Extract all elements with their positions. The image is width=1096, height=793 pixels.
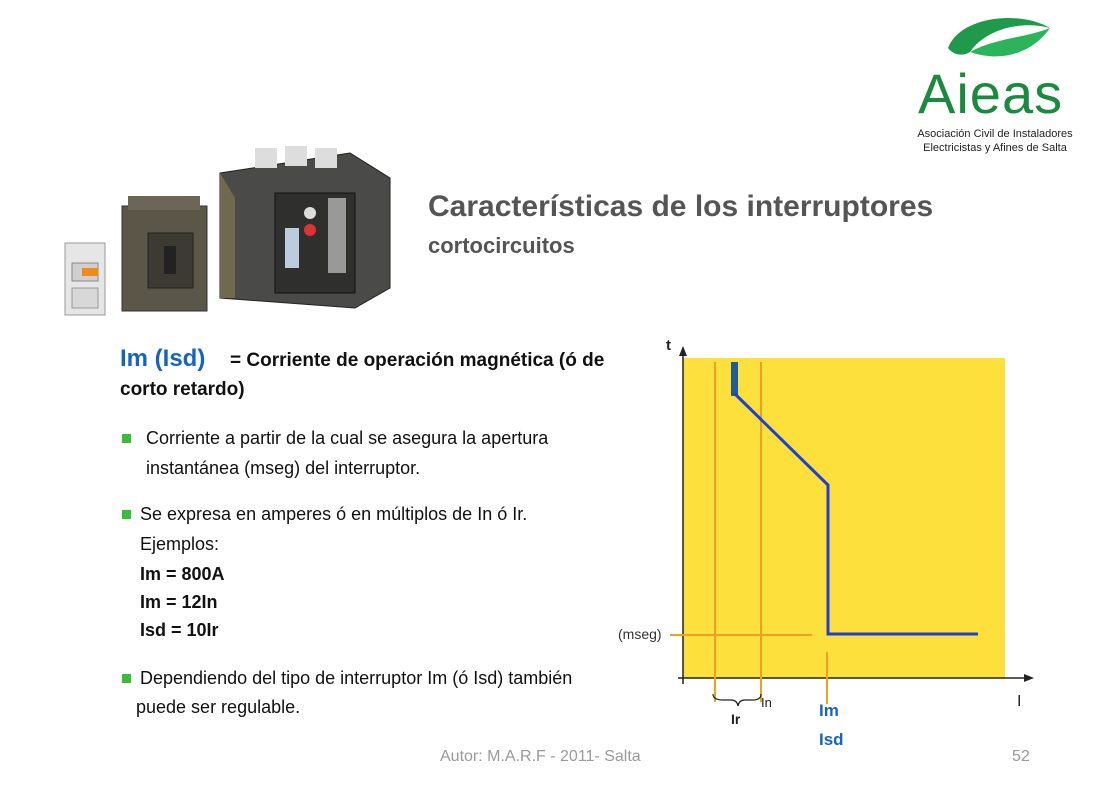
- plot-area: [683, 358, 1005, 678]
- modular-breaker-icon: [65, 243, 105, 315]
- logo-line-1: Asociación Civil de Instaladores: [917, 128, 1073, 140]
- y-axis-label: t: [666, 337, 671, 354]
- air-circuit-breaker-icon: [220, 146, 390, 308]
- ir-brace: [713, 694, 761, 706]
- slide-title: Características de los interruptores: [428, 190, 934, 223]
- logo-wordmark: Aieas: [918, 62, 1064, 125]
- example-item: Isd = 10Ir: [140, 620, 219, 640]
- definition-term: Im (Isd): [120, 345, 206, 372]
- footer-author: Autor: M.A.R.F - 2011- Salta: [440, 748, 641, 765]
- bullet-marker: [122, 674, 131, 683]
- bullet-marker: [122, 434, 131, 443]
- aieas-logo: [900, 8, 1090, 158]
- trip-curve-chart: [600, 332, 1070, 752]
- x-axis-label: I: [1017, 693, 1022, 710]
- bullet-3-line-1: Dependiendo del tipo de interruptor Im (ó Isd) también: [140, 668, 573, 688]
- ir-label: Ir: [731, 711, 741, 727]
- definition-text-line-1: = Corriente de operación magnética (ó de: [230, 350, 605, 371]
- im-label: Im: [819, 701, 839, 720]
- bullet-1-line-2: instantánea (mseg) del interruptor.: [146, 458, 421, 478]
- logo-line-2: Electricistas y Afines de Salta: [923, 142, 1067, 154]
- in-label: In: [761, 695, 772, 710]
- bullet-3-line-2: puede ser regulable.: [136, 697, 301, 717]
- example-item: Im = 12In: [140, 592, 218, 612]
- slide-subtitle: cortocircuitos: [428, 233, 575, 258]
- molded-case-breaker-icon: [122, 196, 207, 311]
- y-axis-arrow: [679, 346, 687, 356]
- example-item: Im = 800A: [140, 564, 225, 584]
- mseg-label: (mseg): [618, 626, 662, 642]
- definition-text-line-2: corto retardo): [120, 379, 245, 400]
- circuit-breakers-image: [60, 138, 400, 323]
- isd-label: Isd: [819, 730, 844, 749]
- curve-top-segment: [731, 362, 738, 396]
- x-axis-arrow: [1024, 674, 1034, 682]
- bullet-marker: [122, 510, 131, 519]
- examples-label: Ejemplos:: [140, 534, 220, 554]
- page-number: 52: [1012, 748, 1030, 765]
- bullet-1-line-1: Corriente a partir de la cual se asegura la apertura: [146, 428, 549, 448]
- bullet-2-line-1: Se expresa en amperes ó en múltiplos de In ó Ir.: [140, 504, 528, 524]
